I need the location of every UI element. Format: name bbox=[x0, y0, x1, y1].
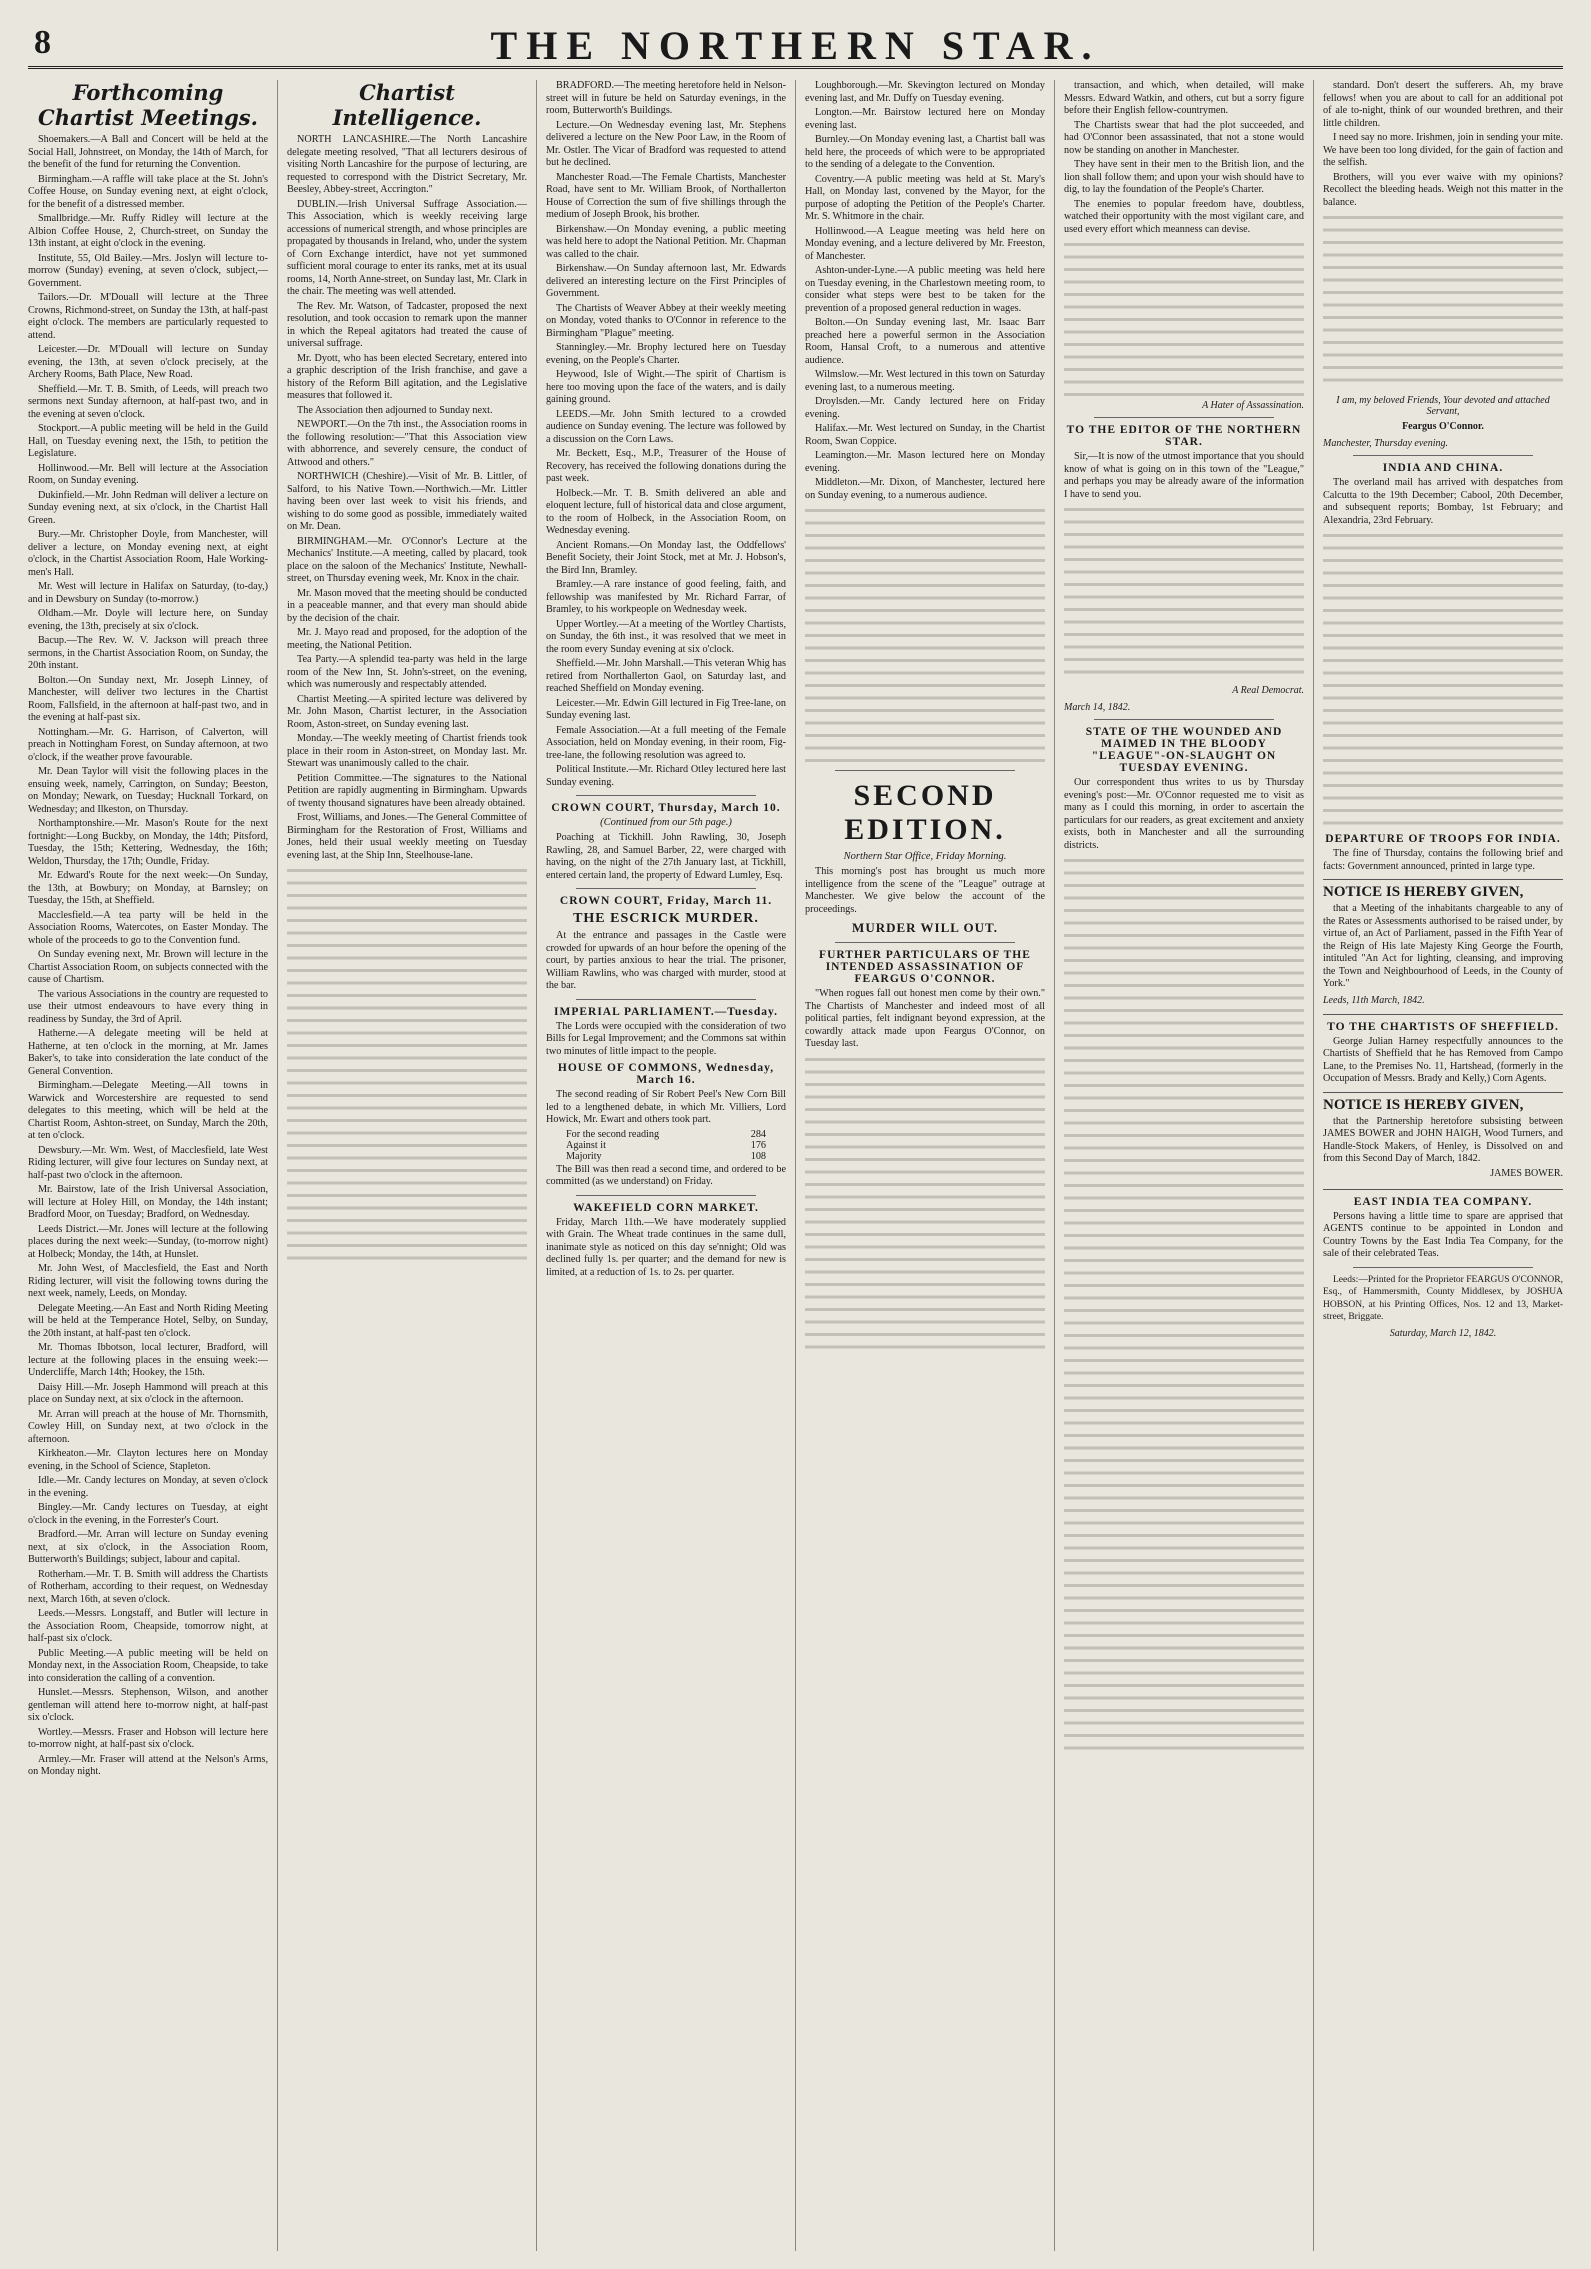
paragraph: Hatherne.—A delegate meeting will be held at Hatherne, at ten o'clock in the morning, at Mr. James Baker's, to take into consideration the late conduct of the General Convention. bbox=[28, 1028, 268, 1077]
divider bbox=[1353, 455, 1533, 456]
paragraph: Shoemakers.—A Ball and Concert will be held at the Social Hall, Johnstreet, on Monday, the 14th of March, for the benefit of the fund for returning the Convention. bbox=[28, 134, 268, 170]
letter-close: I am, my beloved Friends, Your devoted and attached Servant, bbox=[1336, 395, 1550, 417]
editor-letter-signoff: A Real Democrat. bbox=[1232, 685, 1304, 696]
paragraph: LEEDS.—Mr. John Smith lectured to a crowded audience on Sunday evening. The lecture was followed by a discussion on the Corn Laws. bbox=[546, 408, 786, 445]
divider bbox=[576, 999, 756, 1000]
second-edition-heading: SECOND EDITION. bbox=[844, 779, 1006, 846]
paragraph: Ancient Romans.—On Monday last, the Oddfellows' Benefit Society, their Joint Stock, met at Mr. J. Hobson's, the Bird Inn, Bramley. bbox=[546, 539, 786, 576]
paragraph: Dewsbury.—Mr. Wm. West, of Macclesfield, late West Riding lecturer, will give four lectures on Sunday next, at half-past two o'clock in the afternoon. bbox=[28, 1144, 268, 1181]
notice-heading: NOTICE IS HEREBY GIVEN, bbox=[1323, 884, 1524, 900]
division-majority-label: Majority bbox=[566, 1150, 602, 1162]
paragraph: Sheffield.—Mr. John Marshall.—This veteran Whig has retired from Northallerton Gaol, on Saturday last, and reached Sheffield on Monday evening. bbox=[546, 658, 786, 694]
column-text-continuation bbox=[805, 1053, 1045, 1353]
paragraph: Upper Wortley.—At a meeting of the Wortley Chartists, on Sunday, the 6th inst., it was resolved that we meet in the room every Sunday evening at six o'clock. bbox=[546, 618, 786, 655]
letter-signoff: A Hater of Assassination. bbox=[1202, 400, 1304, 411]
second-edition-subheading: Northern Star Office, Friday Morning. bbox=[843, 851, 1007, 862]
escrick-murder-text: At the entrance and passages in the Castle were crowded for upwards of an hour before the opening of the court, by parties anxious to hear the trial. The prisoner, William Rawlins, who was charged with murder, stood at the bar. bbox=[546, 930, 786, 991]
paragraph: Bury.—Mr. Christopher Doyle, from Manchester, will deliver a lecture, on Monday evening next, at eight o'clock, in the Chartist Association Room, Hale Working-men's Hall. bbox=[28, 529, 268, 578]
paragraph: NORTHWICH (Cheshire).—Visit of Mr. B. Littler, of Salford, to his Native Town.—Northwich.—Mr. Littler having been over last week to visit his friends, and wishing to do some good as possible, immediately waited on Mr. Dean. bbox=[287, 471, 527, 532]
divider bbox=[576, 795, 756, 796]
second-edition-text: This morning's post has brought us much more intelligence from the scene of the "League" outrage at Manchester. We give below the account of the proceedings. bbox=[805, 866, 1045, 915]
paragraph: Delegate Meeting.—An East and North Riding Meeting will be held at the Temperance Hotel, Selby, on Sunday, the 20th instant, at half-past ten o'clock. bbox=[28, 1302, 268, 1339]
india-china-text: The overland mail has arrived with despatches from Calcutta to the 19th December; Cabool, 20th December, and subsequent reports; Bombay, 1st February; and Alexandria, 23rd February. bbox=[1323, 477, 1563, 526]
wounded-heading: STATE OF THE WOUNDED AND MAIMED IN THE BLOODY "LEAGUE"-ON-SLAUGHT ON TUESDAY EVENING. bbox=[1085, 726, 1283, 774]
wakefield-heading: WAKEFIELD CORN MARKET. bbox=[573, 1201, 759, 1214]
sheffield-chartists-heading: TO THE CHARTISTS OF SHEFFIELD. bbox=[1327, 1020, 1559, 1033]
paragraph: Birkenshaw.—On Monday evening, a public meeting was held here to adopt the National Petition. Mr. Chapman was called to the chair. bbox=[546, 223, 786, 260]
paragraph: Bolton.—On Sunday evening last, Mr. Isaac Barr preached here a powerful sermon in the Association Room, Hansal Croft, to a numerous and attentive audience. bbox=[805, 317, 1045, 366]
page-columns bbox=[28, 80, 1563, 2251]
paragraph: Chartist Meeting.—A spirited lecture was delivered by Mr. John Mason, Chartist lecturer, in the Association Room, Aston-street, on Sunday evening last. bbox=[287, 693, 527, 730]
paragraph: The various Associations in the country are requested to use their utmost endeavours to have every thing in readiness by Sunday, the 3rd of April. bbox=[28, 988, 268, 1025]
meetings-list bbox=[28, 134, 268, 1779]
letter-place: Manchester, Thursday evening. bbox=[1323, 438, 1448, 449]
paragraph: Coventry.—A public meeting was held at St. Mary's Hall, on Monday last, convened by the Mayor, for the purpose of adopting the Petition of the People's Charter. Mr. S. Whitmore in the chair. bbox=[805, 173, 1045, 222]
paragraph: Bramley.—A rare instance of good feeling, faith, and fellowship was manifested by Mr. Richard Farrar, of Bramley, to his workpeople on Wednesday week. bbox=[546, 579, 786, 615]
page-number: 8 bbox=[34, 24, 51, 61]
paragraph: Wilmslow.—Mr. West lectured in this town on Saturday evening last, to a numerous meeting. bbox=[805, 369, 1045, 393]
paragraph: Hollinwood.—Mr. Bell will lecture at the Association Room, on Sunday evening. bbox=[28, 462, 268, 486]
paragraph: Bradford.—Mr. Arran will lecture on Sunday evening next, at six o'clock, in the Association Room, Butterworth's Buildings; subject, labour and capital. bbox=[28, 1529, 268, 1565]
paragraph: Institute, 55, Old Bailey.—Mrs. Joslyn will lecture to-morrow (Sunday) evening, at seven o'clock, subject,—Government. bbox=[28, 252, 268, 289]
notice-heading: NOTICE IS HEREBY GIVEN, bbox=[1323, 1096, 1524, 1113]
column-4 bbox=[795, 80, 1054, 2251]
intelligence-list bbox=[287, 134, 527, 862]
troops-heading: DEPARTURE OF TROOPS FOR INDIA. bbox=[1325, 833, 1561, 845]
paragraph: Political Institute.—Mr. Richard Otley lectured here last Sunday evening. bbox=[546, 764, 786, 788]
notice-partnership bbox=[1323, 1092, 1563, 1190]
intended-assassination-heading: FURTHER PARTICULARS OF THE INTENDED ASSASSINATION OF FEARGUS O'CONNOR. bbox=[819, 949, 1031, 985]
division-for-value: 284 bbox=[750, 1128, 766, 1140]
notice-text: that the Partnership heretofore subsisting between JAMES BOWER and JOHN HAIGH, Wood Turners, and Handle-Stock Makers, of Henley, is Dissolved on and from this Second Day of March, 1842. bbox=[1323, 1115, 1563, 1164]
column-text-continuation bbox=[1323, 211, 1563, 391]
crown-court-subheading: (Continued from our 5th page.) bbox=[600, 817, 732, 828]
paragraph: Mr. Mason moved that the meeting should be conducted in a peaceable manner, and that every man should abide by the decision of the chair. bbox=[287, 587, 527, 624]
imprint-date: Saturday, March 12, 1842. bbox=[1389, 1327, 1497, 1339]
column-text-continuation bbox=[1323, 529, 1563, 829]
appeal-paragraphs bbox=[1323, 80, 1563, 209]
paragraph: Frost, Williams, and Jones.—The General Committee of Birmingham for the Restoration of Frost, Williams and Jones, held their usual weekly meeting on Tuesday evening last, at the Ship Inn, Steelhouse-lane. bbox=[287, 812, 527, 861]
paragraph: They have sent in their men to the British lion, and the lion shall follow them; and upon your wish should have to dig, to lay the foundation of the People's Charter. bbox=[1064, 159, 1304, 195]
news-list-2 bbox=[805, 80, 1045, 502]
paragraph: Brothers, will you ever waive with my opinions? Recollect the bleeding heads. Weigh not this matter in the balance. bbox=[1323, 171, 1563, 208]
commons-heading: HOUSE OF COMMONS, Wednesday, March 16. bbox=[557, 1062, 775, 1086]
letter-paragraphs bbox=[1064, 80, 1304, 236]
divider bbox=[1353, 1267, 1533, 1268]
division-after-text: The Bill was then read a second time, and ordered to be committed (as we understand) on Friday. bbox=[546, 1163, 786, 1187]
section-heading-intelligence: Chartist Intelligence. bbox=[332, 80, 482, 130]
printer-imprint: Leeds:—Printed for the Proprietor FEARGUS O'CONNOR, Esq., of Hammersmith, County Middlesex, by JOSHUA HOBSON, at his Printing Offices, Nos. 12 and 13, Market-street, Briggate. bbox=[1323, 1274, 1563, 1322]
divider bbox=[576, 888, 756, 889]
to-editor-text: Sir,—It is now of the utmost importance that you should know of what is going on in this town of the "League," and perhaps you may be already aware of the information I have to send you. bbox=[1064, 451, 1304, 500]
paragraph: Nottingham.—Mr. G. Harrison, of Calverton, will preach in Nottingham Forest, on Sunday afternoon, at two o'clock, if the weather prove favourable. bbox=[28, 726, 268, 763]
paragraph: Halifax.—Mr. West lectured on Sunday, in the Chartist Room, Swan Coppice. bbox=[805, 423, 1045, 447]
paragraph: Mr. J. Mayo read and proposed, for the adoption of the meeting, the National Petition. bbox=[287, 627, 527, 651]
paragraph: Bingley.—Mr. Candy lectures on Tuesday, at eight o'clock in the evening, in the Forrester's Court. bbox=[28, 1502, 268, 1526]
paragraph: Longton.—Mr. Bairstow lectured here on Monday evening last. bbox=[805, 107, 1045, 131]
division-for-label: For the second reading bbox=[566, 1128, 660, 1140]
wounded-text: Our correspondent thus writes to us by Thursday evening's post:—Mr. O'Connor requested me to visit as many as I could this morning, in order to ascertain the particulars for our readers, as great excitement and anxiety exists, both in Manchester and all the surrounding districts. bbox=[1064, 777, 1304, 851]
paragraph: Stockport.—A public meeting will be held in the Guild Hall, on Tuesday evening next, the 15th, to petition the Legislature. bbox=[28, 423, 268, 459]
paragraph: Lecture.—On Wednesday evening last, Mr. Stephens delivered a lecture on the New Poor Law, in the Room of Mr. Ostler. The Vicar of Bradford was requested to attend but he declined. bbox=[546, 119, 786, 168]
divider bbox=[576, 1195, 756, 1196]
paragraph: Holbeck.—Mr. T. B. Smith delivered an able and eloquent lecture, full of historical data and close argument, to the room of Holbeck, in the Association Room, on Wednesday evening. bbox=[546, 487, 786, 536]
paragraph: The Chartists swear that had the plot succeeded, and had O'Connor been assassinated, that not a stone would now be standing on another in Manchester. bbox=[1064, 119, 1304, 156]
paragraph: Middleton.—Mr. Dixon, of Manchester, lectured here on Sunday evening, to a numerous audience. bbox=[805, 477, 1045, 501]
paragraph: Birmingham.—Delegate Meeting.—All towns in Warwick and Worcestershire are requested to send delegates to this meeting, which will be held at the Chartist Room, Ashton-street, on Sunday, March the 20th, at ten o'clock. bbox=[28, 1080, 268, 1141]
troops-text: The fine of Thursday, contains the following brief and facts: Government announced, printed in large type. bbox=[1323, 848, 1563, 872]
crown-court-heading: CROWN COURT, Thursday, March 10. bbox=[551, 802, 781, 814]
column-3 bbox=[536, 80, 795, 2251]
paragraph: Macclesfield.—A tea party will be held in the Association Rooms, Watercotes, on Easter Monday. The whole of the proceeds to go to the Convention fund. bbox=[28, 909, 268, 946]
column-6 bbox=[1313, 80, 1563, 2251]
paragraph: Daisy Hill.—Mr. Joseph Hammond will preach at this place on Sunday next, at six o'clock in the afternoon. bbox=[28, 1381, 268, 1405]
paragraph: Stanningley.—Mr. Brophy lectured here on Tuesday evening, on the People's Charter. bbox=[546, 342, 786, 366]
paragraph: Mr. Thomas Ibbotson, local lecturer, Bradford, will lecture at the following places in the ensuing week:—Undercliffe, March 14th; Hookey, the 15th. bbox=[28, 1342, 268, 1378]
divider bbox=[835, 770, 1015, 771]
paragraph: Mr. Edward's Route for the next week:—On Sunday, the 13th, at Bowbury; on Monday, at Barnsley; on Tuesday, the 15th, at Sheffield. bbox=[28, 870, 268, 906]
notice-signature: JAMES BOWER. bbox=[1490, 1167, 1563, 1179]
paragraph: Hollinwood.—A League meeting was held here on Monday evening, and a lecture delivered by Mr. Freeston, of Manchester. bbox=[805, 225, 1045, 262]
paragraph: Manchester Road.—The Female Chartists, Manchester Road, have sent to Mr. William Brook, of Northallerton House of Correction the sum of five shillings through the medium of Joseph Brook, his brother. bbox=[546, 171, 786, 220]
paragraph: Mr. West will lecture in Halifax on Saturday, (to-day,) and in Dewsbury on Sunday (to-morrow.) bbox=[28, 581, 268, 605]
paragraph: Monday.—The weekly meeting of Chartist friends took place in their room in Aston-street, on Monday last. Mr. Stewart was unanimously called to the chair. bbox=[287, 733, 527, 769]
paragraph: Droylsden.—Mr. Candy lectured here on Friday evening. bbox=[805, 396, 1045, 420]
india-china-heading: INDIA AND CHINA. bbox=[1382, 462, 1504, 474]
commons-text: The second reading of Sir Robert Peel's New Corn Bill led to a lengthened debate, in which Mr. Villiers, Lord Howick, Mr. Ewart and others took part. bbox=[546, 1089, 786, 1125]
paragraph: Mr. Arran will preach at the house of Mr. Thornsmith, Cowley Hill, on Sunday next, at two o'clock in the afternoon. bbox=[28, 1408, 268, 1445]
to-editor-heading: TO THE EDITOR OF THE NORTHERN STAR. bbox=[1066, 424, 1302, 448]
paragraph: Heywood, Isle of Wight.—The spirit of Chartism is here too moving upon the face of the waters, and is daily gaining ground. bbox=[546, 369, 786, 405]
murder-will-out-heading: MURDER WILL OUT. bbox=[852, 920, 998, 935]
paragraph: Mr. Dyott, who has been elected Secretary, entered into a graphic description of the Irish franchise, and gave a history of the Reform Bill agitation, and the Legislative measures that followed it. bbox=[287, 352, 527, 401]
division-against-value: 176 bbox=[750, 1139, 766, 1151]
tea-company-heading: EAST INDIA TEA COMPANY. bbox=[1353, 1195, 1533, 1208]
paragraph: Bacup.—The Rev. W. V. Jackson will preach three sermons, in the Chartist Association Room, on Sunday, the 20th instant. bbox=[28, 635, 268, 671]
paragraph: NEWPORT.—On the 7th inst., the Association rooms in the following resolution:—"That this Association view with abhorrence, and severely censure, the conduct of Attwood and others." bbox=[287, 419, 527, 468]
masthead bbox=[28, 22, 1563, 69]
paragraph: Tea Party.—A splendid tea-party was held in the large room of the New Inn, St. John's-street, on the evening, which was numerously and respectably attended. bbox=[287, 654, 527, 690]
paragraph: Loughborough.—Mr. Skevington lectured on Monday evening last, and Mr. Duffy on Tuesday evening. bbox=[805, 80, 1045, 104]
paragraph: Sheffield.—Mr. T. B. Smith, of Leeds, will preach two sermons next Sunday afternoon, at half-past two, and in the evening at seven o'clock. bbox=[28, 383, 268, 420]
division-table bbox=[566, 1129, 766, 1162]
division-majority-value: 108 bbox=[750, 1150, 766, 1162]
newspaper-title: THE NORTHERN STAR. bbox=[490, 23, 1101, 68]
paragraph: standard. Don't desert the sufferers. Ah, my brave fellows! when you are about to call for an additional pot of ale to-night, think of our wounded brethren, and their little children. bbox=[1323, 80, 1563, 129]
division-against-label: Against it bbox=[566, 1139, 606, 1151]
paragraph: Armley.—Mr. Fraser will attend at the Nelson's Arms, on Monday night. bbox=[28, 1753, 268, 1777]
wakefield-text: Friday, March 11th.—We have moderately supplied with Grain. The Wheat trade continues in the same dull, inanimate style as noticed on this day se'nnight; Old was declined fully 1s. per quarter; and the demand for new is limited, at a reduction of 1s. to 2s. per quarter. bbox=[546, 1216, 786, 1278]
paragraph: Mr. Dean Taylor will visit the following places in the ensuing week, namely, Carrington, on Sunday; Beeston, on Monday; Newark, on Tuesday; Hucknall Torkard, on Wednesday; and Ilkeston, on Thursday. bbox=[28, 766, 268, 815]
divider bbox=[1094, 719, 1274, 720]
paragraph: Mr. Beckett, Esq., M.P., Treasurer of the House of Recovery, has received the following donations during the past week. bbox=[546, 448, 786, 484]
paragraph: Public Meeting.—A public meeting will be held on Monday next, in the Association Room, Cheapside, to take into consideration the calling of a convention. bbox=[28, 1647, 268, 1684]
paragraph: The Rev. Mr. Watson, of Tadcaster, proposed the next resolution, and took occasion to remark upon the manner in which the Repeal agitators had treated the cause of universal suffrage. bbox=[287, 300, 527, 349]
paragraph: Leicester.—Mr. Edwin Gill lectured in Fig Tree-lane, on Sunday evening last. bbox=[546, 697, 786, 721]
paragraph: Bolton.—On Sunday next, Mr. Joseph Linney, of Manchester, will deliver two lectures in the Chartist Room, Fallsfield, in the afternoon at half-past two, and in the evening at half-past six. bbox=[28, 674, 268, 723]
divider bbox=[835, 942, 1015, 943]
column-text-continuation bbox=[1064, 503, 1304, 683]
paragraph: Northamptonshire.—Mr. Mason's Route for the next fortnight:—Long Buckby, on Monday, the 14th; Pitsford, Tuesday, the 15th; Kettering, Wednesday, the 16th; Weldon, Thursday, the 17th; Oundle, Friday. bbox=[28, 818, 268, 867]
notice-date: Leeds, 11th March, 1842. bbox=[1323, 994, 1425, 1006]
column-text-continuation bbox=[1064, 238, 1304, 398]
letter-signature: Feargus O'Connor. bbox=[1402, 421, 1484, 432]
paragraph: Oldham.—Mr. Doyle will lecture here, on Sunday evening, the 13th, precisely at six o'clock. bbox=[28, 608, 268, 632]
notice-text: that a Meeting of the inhabitants chargeable to any of the Rates or Assessments authorised to be raised under, by virtue of, an Act of Parliament, passed in the Fifth Year of the Reign of His late Majesty King George the Fourth, intituled "An Act for lighting, cleansing, and improving the Town and Neighbourhood of Leeds, in the County of York." bbox=[1323, 903, 1563, 989]
paragraph: The Association then adjourned to Sunday next. bbox=[297, 404, 493, 416]
paragraph: Mr. John West, of Macclesfield, the East and North Riding lecturer, will visit the following towns during the next week, namely, Leeds, on Monday. bbox=[28, 1263, 268, 1299]
paragraph: Idle.—Mr. Candy lectures on Monday, at seven o'clock in the evening. bbox=[28, 1475, 268, 1499]
paragraph: transaction, and which, when detailed, will make Messrs. Edward Watkin, and others, cut but a sorry figure before their English fellow-countrymen. bbox=[1064, 80, 1304, 116]
sheffield-chartists-text: George Julian Harney respectfully announces to the Chartists of Sheffield that he has Removed from Campo Lane, to the Premises No. 11, Hartshead, (formerly in the Occupation of Messrs. Brady and Kelly,) Corn Agents. bbox=[1323, 1035, 1563, 1084]
column-text-continuation bbox=[287, 864, 527, 1264]
paragraph: Burnley.—On Monday evening last, a Chartist ball was held here, the proceeds of which were to be appropriated to the sending of a delegate to the Convention. bbox=[805, 134, 1045, 170]
paragraph: Hunslet.—Messrs. Stephenson, Wilson, and another gentleman will attend here to-morrow night, at half-past six o'clock. bbox=[28, 1687, 268, 1723]
paragraph: The enemies to popular freedom have, doubtless, watched their opportunity with the most vigilant care, and used every effort which meanness can devise. bbox=[1064, 198, 1304, 235]
paragraph: Birkenshaw.—On Sunday afternoon last, Mr. Edwards delivered an interesting lecture on the First Principles of Government. bbox=[546, 263, 786, 299]
paragraph: I need say no more. Irishmen, join in sending your mite. We have been too long divided, for the gain of faction and the selfish. bbox=[1323, 132, 1563, 168]
column-text-continuation bbox=[805, 504, 1045, 764]
divider bbox=[1094, 417, 1274, 418]
paragraph: Rotherham.—Mr. T. B. Smith will address the Chartists of Rotherham, according to their request, on Wednesday next, March 16th, at seven o'clock. bbox=[28, 1568, 268, 1605]
intended-assassination-text: "When rogues fall out honest men come by their own." The Chartists of Manchester and indeed most of all political parties, felt indignant beyond expression, at the cowardly attack made upon Feargus O'Connor, on Tuesday last. bbox=[805, 988, 1045, 1049]
paragraph: Tailors.—Dr. M'Douall will lecture at the Three Crowns, Richmond-street, on Sunday the 13th, at half-past eight o'clock. The members are particularly requested to attend. bbox=[28, 292, 268, 341]
crown-court-text: Poaching at Tickhill. John Rawling, 30, Joseph Rawling, 28, and Samuel Barber, 22, were charged with having, on the night of the 27th January last, at Tickhill, entered certain land, the property of Edward Lumley, Esq. bbox=[546, 832, 786, 881]
paragraph: BIRMINGHAM.—Mr. O'Connor's Lecture at the Mechanics' Institute.—A meeting, called by placard, took place on the saloon of the Mechanics' Institute, Newhall-street, on Thursday evening week, Mr. Knox in the chair. bbox=[287, 535, 527, 584]
paragraph: Smallbridge.—Mr. Ruffy Ridley will lecture at the Albion Coffee House, 2, Church-street, on Sunday the 13th instant, at eight o'clock in the evening. bbox=[28, 213, 268, 249]
paragraph: Leeds District.—Mr. Jones will lecture at the following places during the next week:—Sunday, (to-morrow night) at Holbeck; Monday, the 14th, at Hunslet. bbox=[28, 1223, 268, 1260]
paragraph: BRADFORD.—The meeting heretofore held in Nelson-street will in future be held on Saturday evenings, in the room, Butterworth's Buildings. bbox=[546, 80, 786, 116]
paragraph: The Chartists of Weaver Abbey at their weekly meeting on Monday, voted thanks to O'Connor in reference to the Birmingham "Plague" meeting. bbox=[546, 302, 786, 339]
parliament-text: The Lords were occupied with the consideration of two Bills for Legal Improvement; and the Commons sat within two minutes of little impact to the people. bbox=[546, 1020, 786, 1057]
crown-court-heading-2: CROWN COURT, Friday, March 11. bbox=[559, 895, 773, 907]
editor-letter-date: March 14, 1842. bbox=[1064, 702, 1131, 713]
paragraph: On Sunday evening next, Mr. Brown will lecture in the Chartist Association Room, on subjects connected with the cause of Chartism. bbox=[28, 949, 268, 985]
paragraph: Leicester.—Dr. M'Douall will lecture on Sunday evening, the 13th, at seven o'clock precisely, at the Archery Rooms, Bath Place, New Road. bbox=[28, 344, 268, 380]
paragraph: DUBLIN.—Irish Universal Suffrage Association.—This Association, which is weekly receiving large accessions of numerical strength, and whose principles are propagated by thousands in Ireland, who, under the system of Corn Exchange interdict, have not yet summoned sufficient moral courage to enter its ranks, met at its usual rooms, 14, North Anne-street, on Sunday last, Mr. Clark in the chair. The meeting was well attended. bbox=[287, 198, 527, 297]
section-heading-meetings: Forthcoming Chartist Meetings. bbox=[38, 80, 258, 130]
notice-leeds bbox=[1323, 879, 1563, 1015]
column-2 bbox=[277, 80, 536, 2251]
paragraph: NORTH LANCASHIRE.—The North Lancashire delegate meeting resolved, "That all lecturers desirous of visiting North Lancashire for the purpose of lecturing, are requested to correspond with the District Secretary, Mr. Beesley, Abbey-street, Accrington." bbox=[287, 134, 527, 195]
paragraph: Leeds.—Messrs. Longstaff, and Butler will lecture in the Association Room, Cheapside, tomorrow night, at half-past six o'clock. bbox=[28, 1608, 268, 1644]
paragraph: Wortley.—Messrs. Fraser and Hobson will lecture here to-morrow night, at half-past six o'clock. bbox=[28, 1726, 268, 1750]
paragraph: Female Association.—At a full meeting of the Female Association, held on Monday evening, in their room, Fig-tree-lane, the following resolution was agreed to. bbox=[546, 724, 786, 761]
paragraph: Leamington.—Mr. Mason lectured here on Monday evening. bbox=[805, 450, 1045, 474]
paragraph: Ashton-under-Lyne.—A public meeting was held here on Tuesday evening, in the Charlestown meeting room, to consider what steps were best to be taken for the prevention of a proposed general reduction in wages. bbox=[805, 265, 1045, 314]
column-1 bbox=[28, 80, 277, 2251]
paragraph: Petition Committee.—The signatures to the National Petition are rapidly augmenting in Birmingham. Upwards of twenty thousand signatures have been already obtained. bbox=[287, 772, 527, 809]
escrick-murder-heading: THE ESCRICK MURDER. bbox=[573, 911, 759, 926]
news-list bbox=[546, 80, 786, 789]
column-text-continuation bbox=[1064, 854, 1304, 1754]
parliament-heading: IMPERIAL PARLIAMENT.—Tuesday. bbox=[553, 1005, 778, 1018]
paragraph: Kirkheaton.—Mr. Clayton lectures here on Monday evening, in the School of Science, Stapleton. bbox=[28, 1448, 268, 1472]
paragraph: Dukinfield.—Mr. John Redman will deliver a lecture on Sunday evening next, at six o'clock, in the Chartist Hall Green. bbox=[28, 489, 268, 526]
column-5 bbox=[1054, 80, 1313, 2251]
paragraph: Mr. Bairstow, late of the Irish Universal Association, will lecture at Holey Hill, on Monday, the 14th instant; Bradford Moor, on Tuesday; Bradford, on Wednesday. bbox=[28, 1184, 268, 1220]
tea-company-text: Persons having a little time to spare are apprised that AGENTS continue to be appointed in London and Country Towns by the East India Tea Company, for the sale of their celebrated Teas. bbox=[1323, 1210, 1563, 1259]
paragraph: Birmingham.—A raffle will take place at the St. John's Coffee House, on Sunday evening next, at eight o'clock, for the benefit of a distressed member. bbox=[28, 173, 268, 210]
